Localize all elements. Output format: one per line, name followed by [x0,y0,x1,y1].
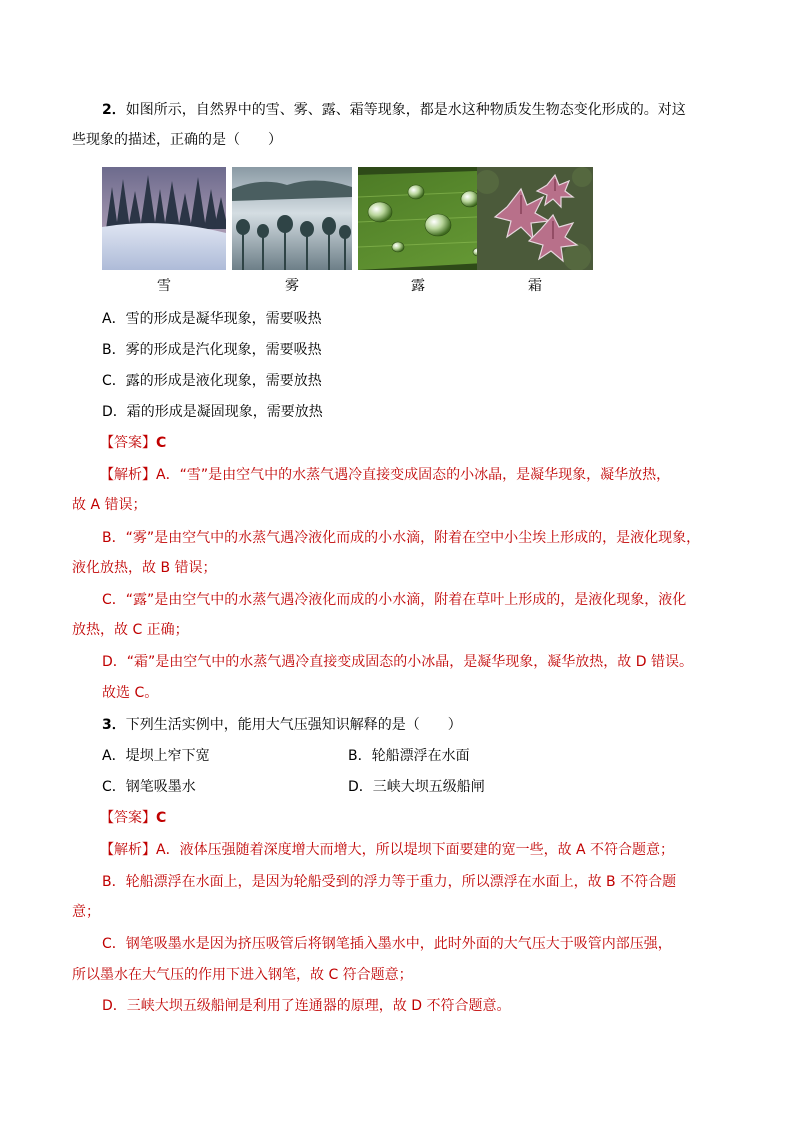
q3-option-a: A．堤坝上窄下宽 [102,748,210,764]
q2-analysis-line5: C．“露”是由空气中的水蒸气遇冷液化而成的小水滴，附着在草叶上形成的，是液化现象，液化 [102,592,687,608]
q3-analysis-line5: 所以墨水在大气压的作用下进入钢笔，故 C 符合题意； [72,967,413,983]
q3-answer: 【答案】C [100,810,167,826]
photo-caption-dew: 露 [411,278,425,294]
q2-option-c: C．露的形成是液化现象，需要放热 [102,373,322,389]
q2-analysis-line4: 液化放热，故 B 错误； [72,560,217,576]
q2-analysis-line3: B．“雾”是由空气中的水蒸气遇冷液化而成的小水滴，附着在空中小尘埃上形成的，是液化现象， [102,530,701,546]
photo-caption-fog: 雾 [285,278,299,294]
q3-option-d: D．三峡大坝五级船闸 [348,779,485,795]
q3-analysis-line1: 【解析】A．液体压强随着深度增大而增大，所以堤坝下面要建的宽一些，故 A 不符合题意； [100,842,675,858]
q3-stem: 3．下列生活实例中，能用大气压强知识解释的是（ ） [102,717,462,733]
frosted-leaves-photo [477,167,593,270]
q2-analysis-line8: 故选 C。 [102,685,159,701]
q2-stem-line1: 2．如图所示，自然界中的雪、雾、露、霜等现象，都是水这种物质发生物态变化形成的。对这 [102,102,686,118]
q2-option-d: D．霜的形成是凝固现象，需要放热 [102,404,323,420]
photo-caption-frost: 霜 [528,278,542,294]
foggy-forest-photo [232,167,352,270]
q3-analysis-line6: D．三峡大坝五级船闸是利用了连通器的原理，故 D 不符合题意。 [102,998,511,1014]
q2-answer: 【答案】C [100,435,167,451]
q2-analysis-line1: 【解析】A．“雪”是由空气中的水蒸气遇冷直接变成固态的小冰晶，是凝华现象，凝华放热， [100,467,671,483]
q2-option-a: A．雪的形成是凝华现象，需要吸热 [102,311,322,327]
q2-option-b: B．雾的形成是汽化现象，需要吸热 [102,342,322,358]
q3-number: 3． [102,717,126,733]
q3-analysis-line4: C．钢笔吸墨水是因为挤压吸管后将钢笔插入墨水中，此时外面的大气压大于吸管内部压强， [102,936,672,952]
snowy-forest-photo [102,167,226,270]
q2-number: 2． [102,102,126,118]
q3-option-b: B．轮船漂浮在水面 [348,748,470,764]
photo-caption-snow: 雪 [157,278,171,294]
q3-option-c: C．钢笔吸墨水 [102,779,196,795]
q3-analysis-line3: 意； [72,904,100,920]
q2-analysis-line7: D．“霜”是由空气中的水蒸气遇冷直接变成固态的小冰晶，是凝华现象，凝华放热，故 D 错误。 [102,654,693,670]
q3-analysis-line2: B．轮船漂浮在水面上，是因为轮船受到的浮力等于重力，所以漂浮在水面上，故 B 不符合题 [102,874,677,890]
q2-analysis-line2: 故 A 错误； [72,497,147,513]
q2-stem-line2: 些现象的描述，正确的是（ ） [72,132,282,148]
q2-analysis-line6: 放热，故 C 正确； [72,622,189,638]
